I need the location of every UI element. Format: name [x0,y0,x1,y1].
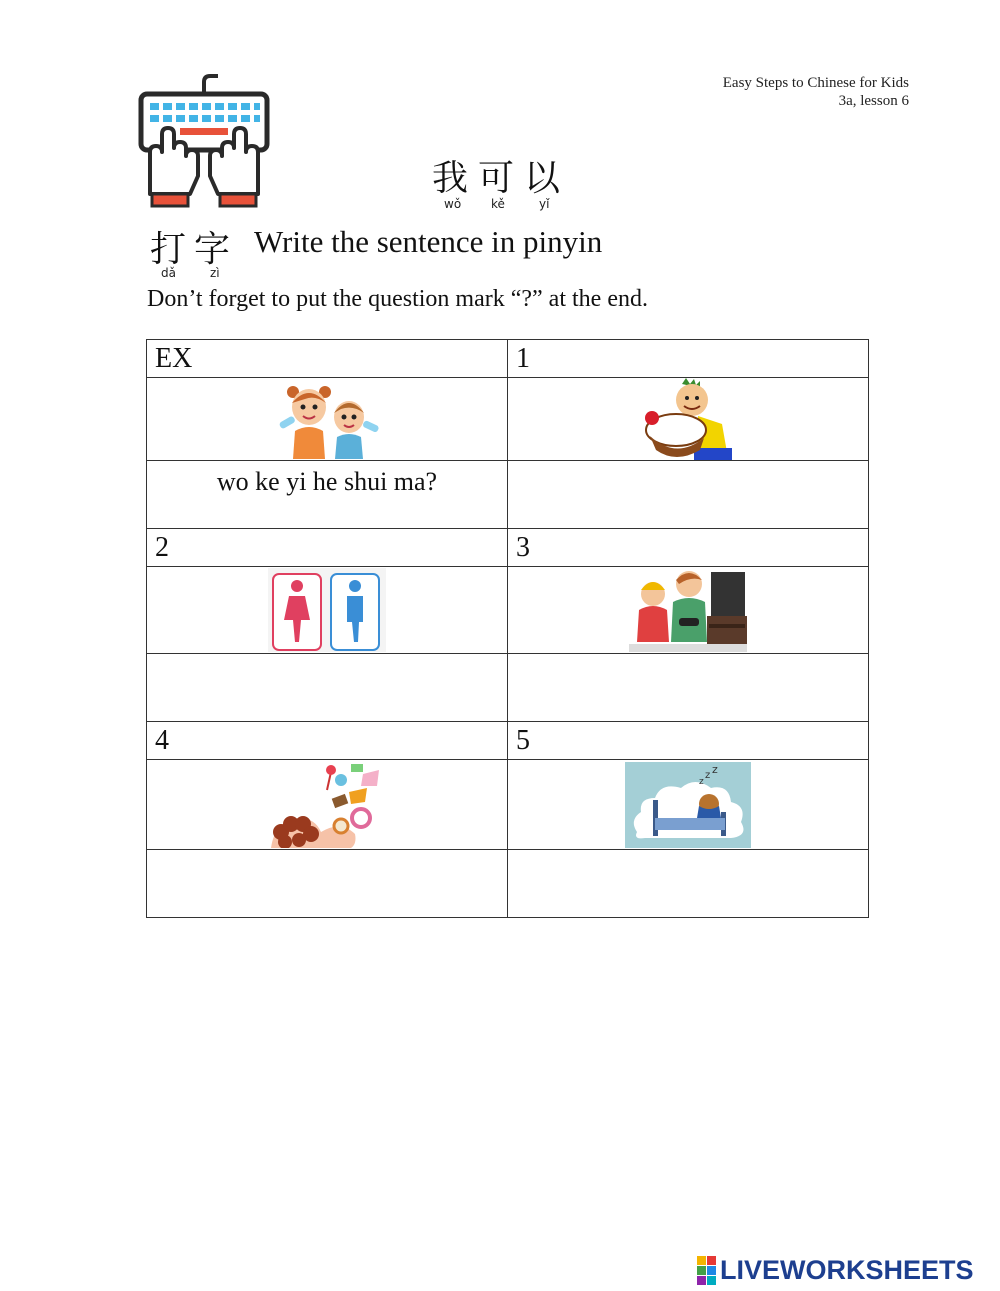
picture-cell [147,567,508,654]
answer-box[interactable] [508,850,869,918]
example-answer: wo ke yi he shui ma? [147,461,508,529]
keyboard-typing-icon [136,72,272,208]
logo-block [697,1256,706,1265]
logo-block [697,1266,706,1275]
picture-cell [508,760,869,850]
svg-text:z: z [712,762,718,776]
answer-box[interactable] [508,654,869,722]
boy-eating-cake-picture [642,378,734,460]
logo-blocks [697,1256,716,1285]
answer-box[interactable] [147,654,508,722]
lesson-label: 3a, lesson 6 [838,93,909,109]
picture-cell [147,760,508,850]
picture-cell [147,378,508,461]
item-label: 2 [147,529,508,567]
title-hanzi: 我可以 [432,158,571,199]
label-row [147,340,869,378]
task-reminder: Don’t forget to put the question mark “?” at the end. [147,286,648,312]
answer-row [147,850,869,918]
book-title: Easy Steps to Chinese for Kids [722,75,909,91]
logo-block [707,1276,716,1285]
boy-sleeping-in-bed-picture [625,762,751,848]
liveworksheets-logo [697,1256,974,1284]
label-row [147,529,869,567]
label-row [147,722,869,760]
logo-block [707,1256,716,1265]
kids-playing-video-games-picture [629,568,747,652]
restroom-sign-picture [268,568,386,652]
item-label: 4 [147,722,508,760]
item-label: 3 [508,529,869,567]
title-pinyin-1: wǒ [444,197,462,211]
liveworksheets-brand: LIVEWORKSHEETS [720,1254,974,1285]
book-info [723,74,909,110]
answer-box[interactable] [508,461,869,529]
picture-row [147,378,869,461]
task-instruction: Write the sentence in pinyin [254,224,603,259]
picture-cell [508,378,869,461]
task-pinyin-1: dǎ [161,266,176,280]
item-label: 5 [508,722,869,760]
answer-row [147,654,869,722]
worksheet-table [146,339,869,918]
title-pinyin-3: yǐ [539,197,550,211]
logo-block [707,1266,716,1275]
answer-row [147,461,869,529]
girl-eating-sweets-picture [271,762,383,848]
task-pinyin-2: zì [210,266,220,280]
logo-block [697,1276,706,1285]
item-label: EX [147,340,508,378]
svg-text:z: z [699,776,704,787]
item-label: 1 [508,340,869,378]
picture-cell [508,567,869,654]
picture-row [147,760,869,850]
task-hanzi: 打字 [150,229,239,270]
svg-text:z: z [705,769,711,781]
answer-box[interactable] [147,850,508,918]
title-pinyin-2: kě [491,197,505,211]
picture-row [147,567,869,654]
kids-drinking-water-picture [265,379,389,459]
